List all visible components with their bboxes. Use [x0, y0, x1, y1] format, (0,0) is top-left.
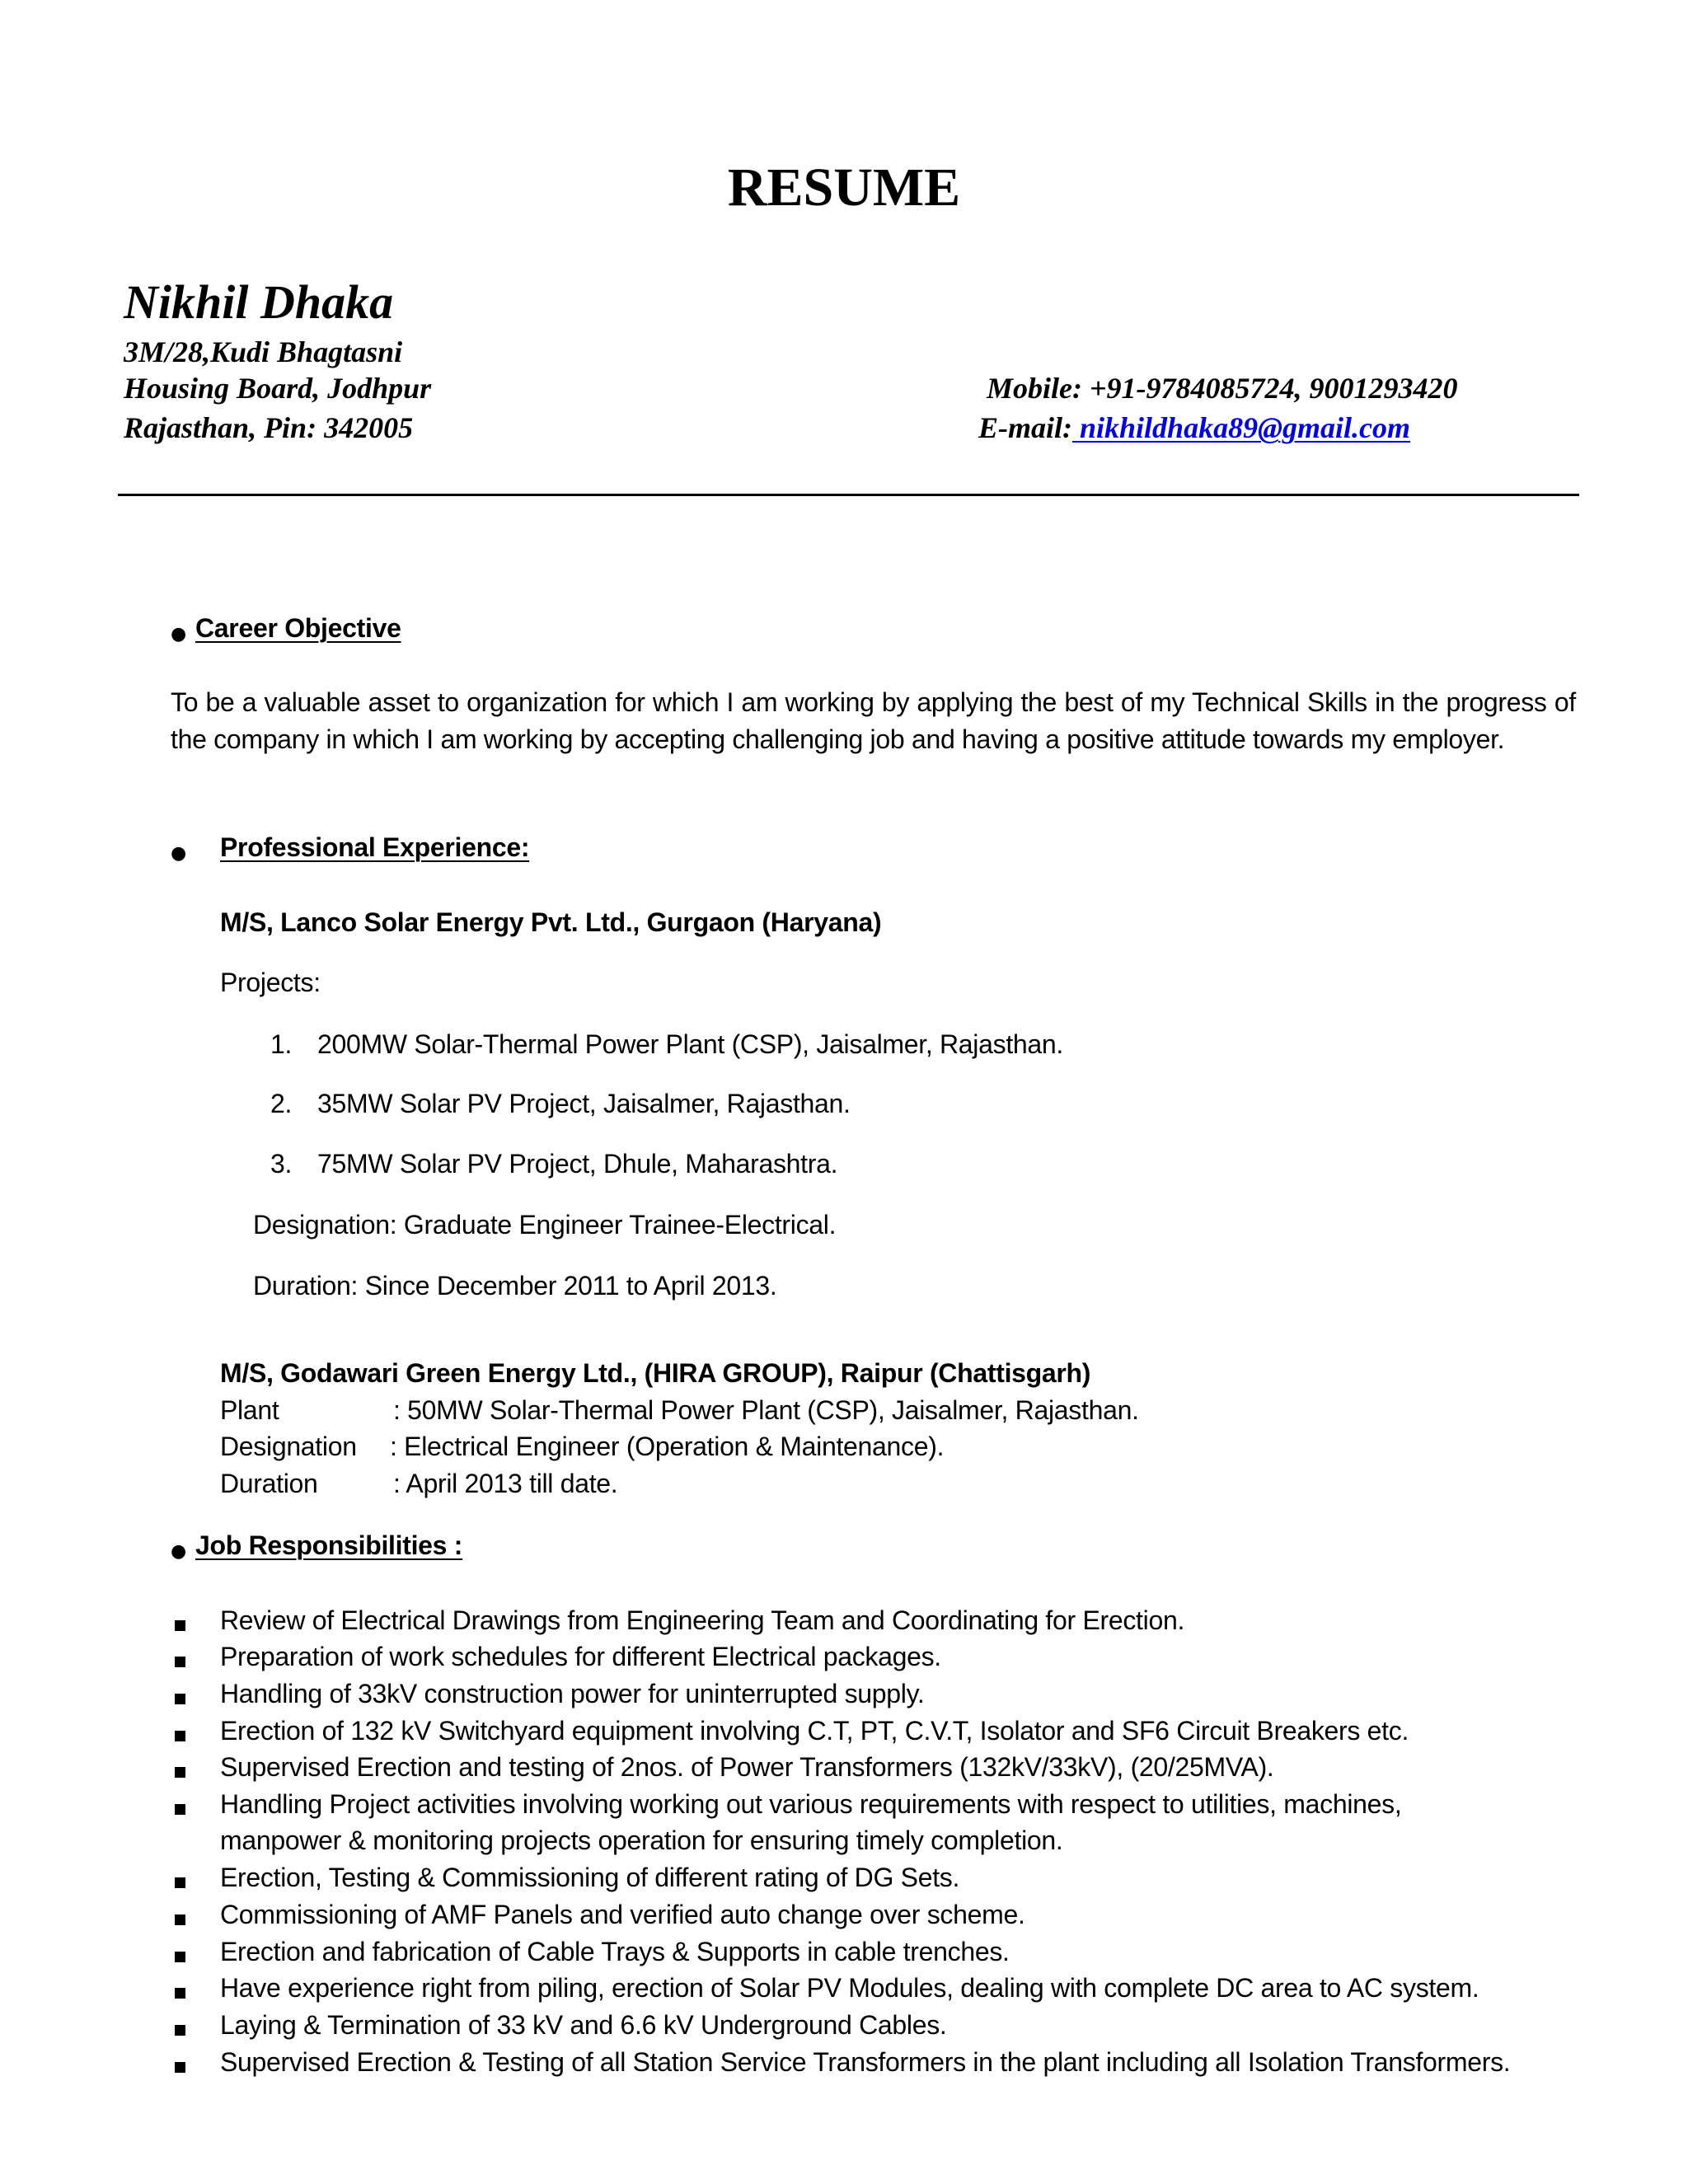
projects-label: Projects: [220, 968, 321, 997]
square-bullet-icon [175, 1915, 185, 1925]
career-objective-heading: Career Objective [195, 613, 401, 643]
bullet-icon: ● [171, 624, 187, 644]
project-number: 2. [270, 1089, 293, 1118]
square-bullet-icon [175, 1877, 185, 1888]
job-item: Supervised Erection and testing of 2nos. of Power Transformers (132kV/33kV), (20/25MVA). [220, 1752, 1274, 1782]
job-item: Handling Project activities involving working out various requirements with respect to utilities, machines, [220, 1789, 1402, 1819]
job-item: Handling of 33kV construction power for uninterrupted supply. [220, 1679, 925, 1708]
job-item: Erection and fabrication of Cable Trays & Supports in cable trenches. [220, 1937, 1010, 1966]
square-bullet-icon [175, 1694, 185, 1704]
square-bullet-icon [175, 1731, 185, 1741]
email-row [978, 410, 1410, 445]
square-bullet-icon [175, 1767, 185, 1778]
detail-value: : 50MW Solar-Thermal Power Plant (CSP), Jaisalmer, Rajasthan. [393, 1395, 1139, 1425]
bullet-icon: ● [171, 1541, 187, 1562]
job-item: Have experience right from piling, erection of Solar PV Modules, dealing with complete DC area to AC system. [220, 1973, 1479, 2003]
bullet-icon: ● [171, 843, 187, 864]
detail-value: : April 2013 till date. [393, 1469, 618, 1498]
company-2: M/S, Godawari Green Energy Ltd., (HIRA GROUP), Raipur (Chattisgarh) [220, 1358, 1091, 1388]
square-bullet-icon [175, 2062, 185, 2073]
project-number: 1. [270, 1029, 293, 1059]
project-item: 35MW Solar PV Project, Jaisalmer, Rajasthan. [317, 1089, 851, 1118]
square-bullet-icon [175, 2025, 185, 2036]
candidate-name: Nikhil Dhaka [124, 275, 394, 329]
square-bullet-icon [175, 1952, 185, 1962]
detail-label: Duration [220, 1469, 318, 1498]
project-item: 200MW Solar-Thermal Power Plant (CSP), Jaisalmer, Rajasthan. [317, 1029, 1063, 1059]
header-divider [118, 494, 1579, 496]
job-item: Commissioning of AMF Panels and verified auto change over scheme. [220, 1900, 1025, 1929]
detail-label: Designation [220, 1432, 357, 1461]
job-item: Erection of 132 kV Switchyard equipment involving C.T, PT, C.V.T, Isolator and SF6 Circuit Breakers etc. [220, 1716, 1409, 1746]
career-objective-text: To be a valuable asset to organization for which I am working by applying the best of my Technical Skills in the progress of the company in which I am working by accepting challenging job and having a positive attitude towards my employer. [171, 687, 1576, 754]
job-item: Preparation of work schedules for different Electrical packages. [220, 1642, 941, 1671]
job-item: Laying & Termination of 33 kV and 6.6 kV Underground Cables. [220, 2010, 947, 2040]
project-item: 75MW Solar PV Project, Dhule, Maharashtra. [317, 1149, 838, 1179]
mobile-numbers: Mobile: +91-9784085724, 9001293420 [987, 372, 1458, 405]
professional-experience-heading: Professional Experience: [220, 832, 530, 862]
job-item: Supervised Erection & Testing of all Station Service Transformers in the plant including all Isolation Transformers. [220, 2047, 1511, 2077]
job-item: Review of Electrical Drawings from Engineering Team and Coordinating for Erection. [220, 1605, 1185, 1635]
square-bullet-icon [175, 1988, 185, 1999]
job-item-continuation: manpower & monitoring projects operation for ensuring timely completion. [220, 1825, 1063, 1855]
address-line-3: Rajasthan, Pin: 342005 [124, 411, 414, 444]
email-label: E-mail: [978, 411, 1072, 444]
address-line-2: Housing Board, Jodhpur [124, 372, 432, 405]
company-1: M/S, Lanco Solar Energy Pvt. Ltd., Gurgaon (Haryana) [220, 907, 882, 937]
duration-1: Duration: Since December 2011 to April 2013. [253, 1271, 777, 1301]
square-bullet-icon [175, 1620, 185, 1631]
page-title: RESUME [727, 157, 961, 218]
job-responsibilities-heading: Job Responsibilities : [195, 1530, 463, 1560]
job-item: Erection, Testing & Commissioning of different rating of DG Sets. [220, 1863, 960, 1892]
email-link[interactable]: nikhildhaka89@gmail.com [1072, 411, 1411, 444]
detail-label: Plant [220, 1395, 279, 1425]
square-bullet-icon [175, 1804, 185, 1815]
address-line-1: 3M/28,Kudi Bhagtasni [124, 335, 403, 368]
detail-value: : Electrical Engineer (Operation & Maintenance). [390, 1432, 945, 1461]
designation-1: Designation: Graduate Engineer Trainee-Electrical. [253, 1210, 837, 1240]
square-bullet-icon [175, 1657, 185, 1667]
project-number: 3. [270, 1149, 293, 1179]
